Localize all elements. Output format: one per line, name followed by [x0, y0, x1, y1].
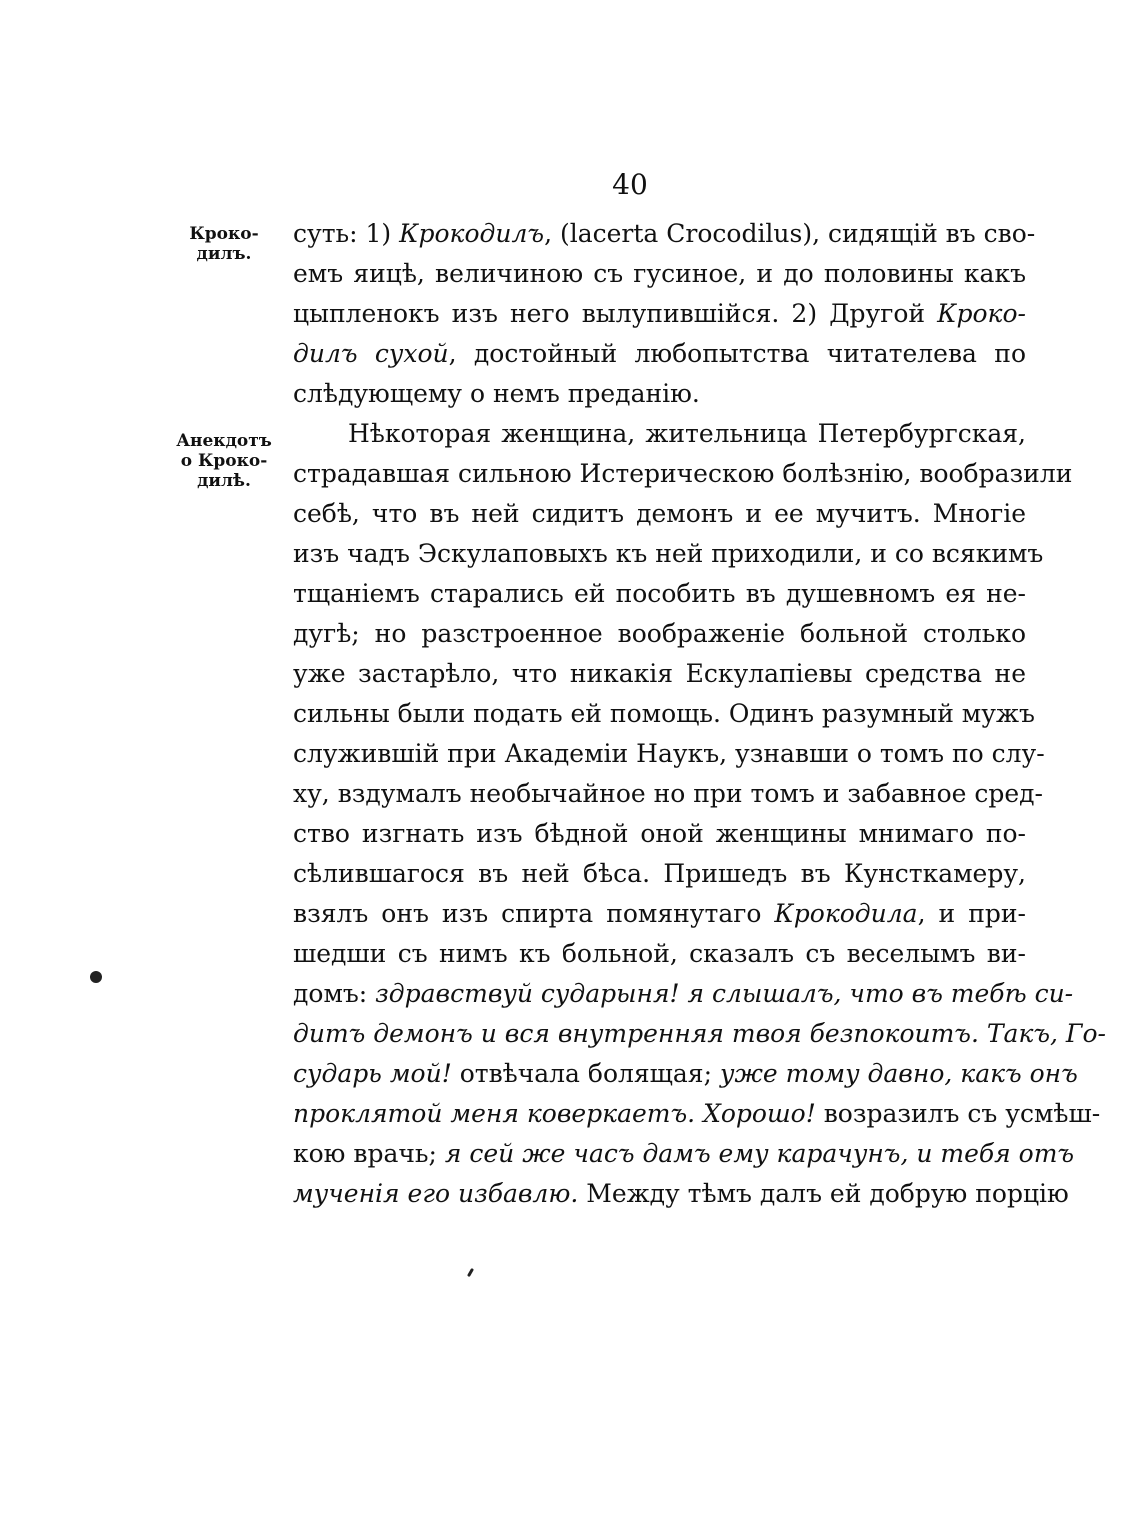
text-span: Между тѣмъ далъ ей добрую порцію — [578, 1179, 1069, 1208]
text-line — [293, 574, 1026, 614]
text-span: Нѣкоторая женщина, жительница Петербургская, — [348, 419, 1026, 448]
text-line — [293, 334, 1026, 374]
text-line — [293, 1054, 1078, 1094]
text-span: , и при- — [917, 899, 1026, 928]
text-span: слѣдующему о немъ преданію. — [293, 379, 700, 408]
text-span: себѣ, что въ ней сидитъ демонъ и ее мучитъ. Многіе — [293, 499, 1026, 528]
margin-note-anecdote — [160, 431, 288, 491]
margin-note-line: Анекдотъ — [176, 431, 272, 451]
text-line — [293, 1174, 1069, 1214]
text-line — [293, 934, 1026, 974]
text-span: страдавшая сильною Истерическою болѣзнію, вообразили — [293, 459, 1073, 488]
text-line — [293, 614, 1026, 654]
text-line — [293, 734, 1045, 774]
text-line — [293, 694, 1035, 734]
margin-note-line: дилѣ. — [197, 471, 251, 491]
margin-note-line: дилъ. — [196, 244, 252, 264]
text-span: ство изгнать изъ бѣдной оной женщины мнимаго по- — [293, 819, 1026, 848]
text-line — [293, 254, 1026, 294]
text-span: возразилъ съ усмѣш- — [815, 1099, 1101, 1128]
italic-span: Крокодила — [774, 899, 918, 928]
italic-span: я сей же часъ дамъ ему карачунъ, и тебя отъ — [444, 1139, 1075, 1168]
ink-speck — [467, 1268, 474, 1277]
text-line — [293, 894, 1026, 934]
italic-span: мученія его избавлю. — [293, 1179, 579, 1208]
text-line — [293, 854, 1026, 894]
text-span: тщаніемъ старались ей пособить въ душевномъ ея не- — [293, 579, 1026, 608]
text-span: отвѣчала болящая; — [451, 1059, 720, 1088]
text-span: цыпленокъ изъ него вылупившійся. 2) Другой — [293, 299, 938, 328]
text-span: сильны были подать ей помощь. Одинъ разумный мужъ — [293, 699, 1035, 728]
margin-note-line: Кроко- — [189, 224, 259, 244]
text-span: кою врачь; — [293, 1139, 445, 1168]
italic-span: дилъ сухой — [293, 339, 449, 368]
text-span: , достойный любопытства читателева по — [448, 339, 1026, 368]
italic-span: Кроко- — [937, 299, 1026, 328]
margin-note-line: о Кроко- — [180, 451, 268, 471]
text-line — [293, 454, 1073, 494]
ink-speck — [90, 971, 102, 983]
text-line — [293, 774, 1043, 814]
text-line — [293, 974, 1074, 1014]
margin-note-crocodile — [160, 224, 288, 264]
text-span: взялъ онъ изъ спирта помянутаго — [293, 899, 775, 928]
text-span: уже застарѣло, что никакія Ескулапіевы средства не — [293, 659, 1026, 688]
text-span: ху, вздумалъ необычайное но при томъ и забавное сред- — [293, 779, 1043, 808]
text-line — [293, 494, 1026, 534]
text-line — [293, 1094, 1101, 1134]
text-span: емъ яицѣ, величиною съ гусиное, и до половины какъ — [293, 259, 1026, 288]
text-span: служившій при Академіи Наукъ, узнавши о томъ по слу- — [293, 739, 1045, 768]
text-line — [293, 294, 1026, 334]
page-number: 40 — [612, 168, 648, 201]
text-span: изъ чадъ Эскулаповыхъ къ ней приходили, и со всякимъ — [293, 539, 1044, 568]
text-span: домъ: — [293, 979, 376, 1008]
italic-span: здравствуй сударыня! я слышалъ, что въ тебѣ си- — [375, 979, 1074, 1008]
italic-span: дитъ демонъ и вся внутренняя твоя безпокоитъ. Такъ, Го- — [293, 1019, 1106, 1048]
italic-span: проклятой меня коверкаетъ. Хорошо! — [293, 1099, 816, 1128]
text-line — [293, 1134, 1075, 1174]
text-line — [293, 654, 1026, 694]
text-line — [293, 534, 1044, 574]
text-line — [293, 1014, 1106, 1054]
text-line — [293, 214, 1036, 254]
text-line — [293, 374, 1026, 414]
italic-span: уже тому давно, какъ онъ — [719, 1059, 1078, 1088]
text-line — [293, 814, 1026, 854]
italic-span: Крокодилъ — [399, 219, 545, 248]
text-span: , (lacerta Crocodilus), сидящій въ сво- — [544, 219, 1036, 248]
italic-span: сударь мой! — [293, 1059, 452, 1088]
text-span: шедши съ нимъ къ больной, сказалъ съ веселымъ ви- — [293, 939, 1026, 968]
text-span: суть: 1) — [293, 219, 400, 248]
text-span: дугѣ; но разстроенное воображеніе больной столько — [293, 619, 1026, 648]
text-line — [348, 414, 1026, 454]
text-span: сѣлившагося въ ней бѣса. Пришедъ въ Кунсткамеру, — [293, 859, 1026, 888]
